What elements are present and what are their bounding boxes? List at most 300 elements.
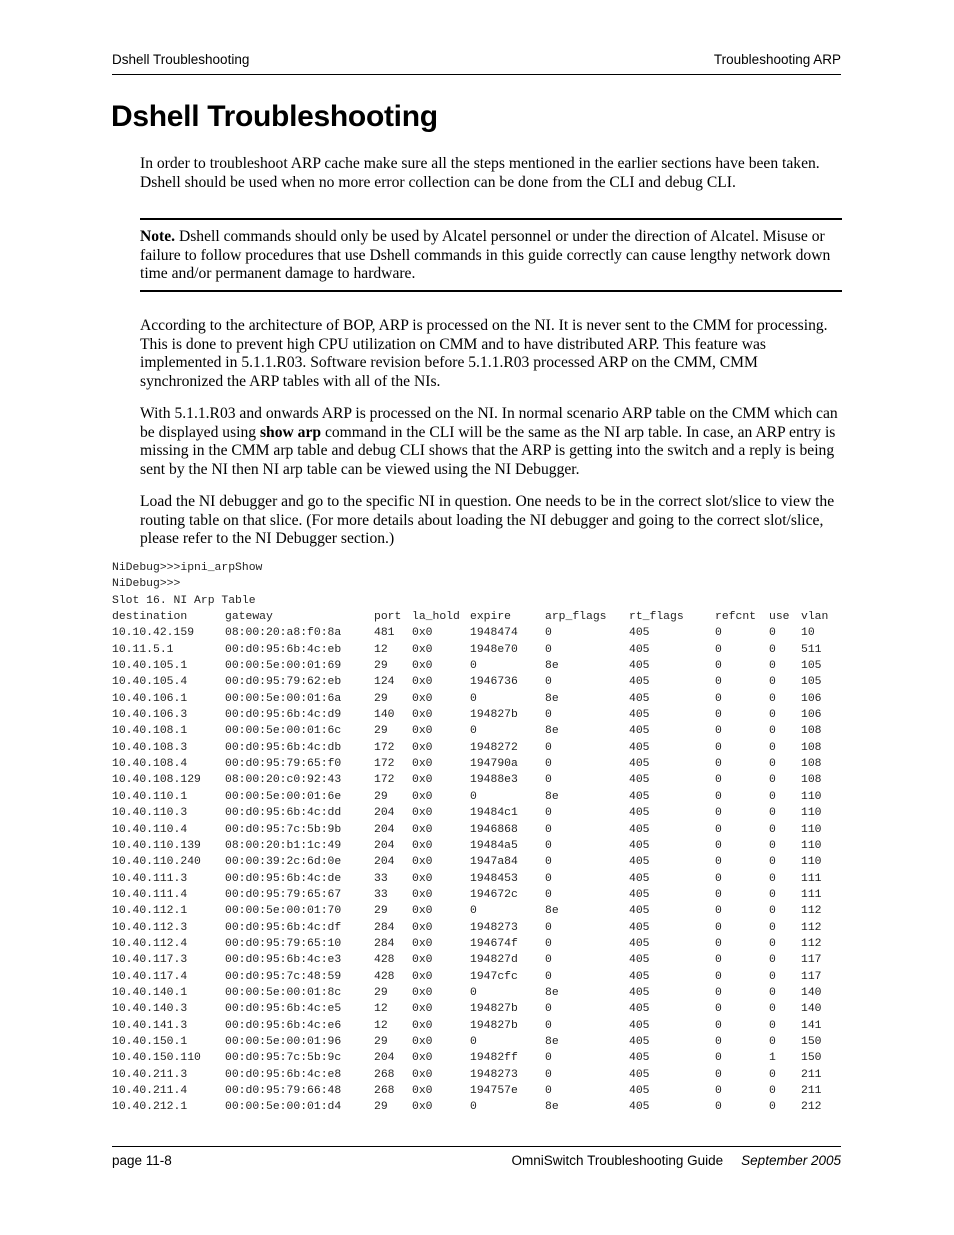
cell-destination: 10.40.111.4 — [112, 888, 188, 901]
cell-use: 0 — [769, 970, 776, 983]
cell-gateway: 00:d0:95:79:62:eb — [225, 676, 342, 689]
table-row — [112, 1099, 841, 1115]
cell-use: 0 — [769, 823, 776, 836]
cell-rt-flags: 405 — [629, 872, 650, 885]
cell-refcnt: 0 — [715, 1052, 722, 1065]
table-row — [112, 887, 841, 903]
cell-expire: 1948273 — [470, 921, 518, 934]
cell-port: 172 — [374, 741, 395, 754]
arp-table-body — [112, 625, 841, 1115]
cell-rt-flags: 405 — [629, 790, 650, 803]
table-row — [112, 871, 841, 887]
table-row — [112, 625, 841, 641]
cell-port: 29 — [374, 790, 388, 803]
cell-arp-flags: 0 — [545, 627, 552, 640]
table-row — [112, 936, 841, 952]
cell-refcnt: 0 — [715, 823, 722, 836]
cell-vlan: 106 — [801, 692, 822, 705]
cell-port: 428 — [374, 970, 395, 983]
cell-expire: 1948453 — [470, 872, 518, 885]
column-header-use: use — [769, 611, 790, 624]
cell-arp-flags: 0 — [545, 709, 552, 722]
cell-gateway: 00:d0:95:79:65:10 — [225, 937, 342, 950]
cell-gateway: 08:00:20:a8:f0:8a — [225, 627, 342, 640]
cell-la-hold: 0x0 — [412, 1019, 433, 1032]
cell-port: 29 — [374, 986, 388, 999]
cell-gateway: 00:d0:95:6b:4c:dd — [225, 807, 342, 820]
cell-destination: 10.40.117.3 — [112, 954, 188, 967]
cell-arp-flags: 8e — [545, 692, 559, 705]
cell-refcnt: 0 — [715, 1068, 722, 1081]
cell-destination: 10.40.110.3 — [112, 807, 188, 820]
cell-rt-flags: 405 — [629, 856, 650, 869]
cell-use: 0 — [769, 1101, 776, 1114]
guide-title: OmniSwitch Troubleshooting Guide — [511, 1153, 724, 1168]
header-section-title: Dshell Troubleshooting — [112, 52, 250, 67]
cell-vlan: 106 — [801, 709, 822, 722]
cell-destination: 10.40.106.3 — [112, 709, 188, 722]
cell-arp-flags: 0 — [545, 856, 552, 869]
cell-expire: 194672c — [470, 888, 518, 901]
cell-arp-flags: 0 — [545, 888, 552, 901]
cell-destination: 10.40.110.1 — [112, 790, 188, 803]
column-header-port: port — [374, 611, 402, 624]
cell-gateway: 00:00:5e:00:01:6c — [225, 725, 342, 738]
cell-port: 172 — [374, 758, 395, 771]
cell-port: 428 — [374, 954, 395, 967]
cell-vlan: 212 — [801, 1101, 822, 1114]
cell-expire: 1947a84 — [470, 856, 518, 869]
cell-vlan: 211 — [801, 1085, 822, 1097]
column-header-vlan: vlan — [801, 611, 829, 624]
table-row — [112, 642, 841, 658]
cell-vlan: 111 — [801, 872, 822, 885]
table-row — [112, 903, 841, 919]
cell-refcnt: 0 — [715, 905, 722, 918]
cell-gateway: 00:d0:95:6b:4c:df — [225, 921, 342, 934]
cell-la-hold: 0x0 — [412, 660, 433, 673]
cell-gateway: 08:00:20:b1:1c:49 — [225, 839, 342, 852]
cell-expire: 1948474 — [470, 627, 518, 640]
cell-rt-flags: 405 — [629, 692, 650, 705]
intro-paragraph: In order to troubleshoot ARP cache make sure all the steps mentioned in the earlier sections have been taken. Dshell should be used when no more error collection can be done from the CLI and debug CLI. — [140, 155, 820, 191]
cell-la-hold: 0x0 — [412, 970, 433, 983]
cell-vlan: 105 — [801, 660, 822, 673]
cell-arp-flags: 8e — [545, 905, 559, 918]
cell-arp-flags: 8e — [545, 725, 559, 738]
cell-port: 268 — [374, 1068, 395, 1081]
cell-destination: 10.40.108.129 — [112, 774, 201, 787]
cell-gateway: 00:00:5e:00:01:96 — [225, 1035, 342, 1048]
cell-gateway: 00:d0:95:7c:5b:9c — [225, 1052, 342, 1065]
cell-rt-flags: 405 — [629, 725, 650, 738]
cell-la-hold: 0x0 — [412, 856, 433, 869]
note-box — [140, 218, 842, 292]
cell-vlan: 211 — [801, 1068, 822, 1081]
cell-refcnt: 0 — [715, 970, 722, 983]
table-row — [112, 707, 841, 723]
cell-refcnt: 0 — [715, 872, 722, 885]
cell-rt-flags: 405 — [629, 627, 650, 640]
cell-use: 0 — [769, 839, 776, 852]
table-row — [112, 691, 841, 707]
cell-refcnt: 0 — [715, 660, 722, 673]
cell-la-hold: 0x0 — [412, 627, 433, 640]
cell-vlan: 110 — [801, 790, 822, 803]
cell-use: 0 — [769, 758, 776, 771]
page-number: page 11-8 — [112, 1153, 172, 1168]
cell-arp-flags: 0 — [545, 758, 552, 771]
cell-rt-flags: 405 — [629, 921, 650, 934]
table-row — [112, 1034, 841, 1050]
cell-rt-flags: 405 — [629, 1068, 650, 1081]
cell-la-hold: 0x0 — [412, 1052, 433, 1065]
cell-gateway: 00:d0:95:7c:5b:9b — [225, 823, 342, 836]
cell-gateway: 00:d0:95:6b:4c:db — [225, 741, 342, 754]
cell-port: 140 — [374, 709, 395, 722]
cell-la-hold: 0x0 — [412, 1003, 433, 1016]
cell-destination: 10.40.112.1 — [112, 905, 188, 918]
cell-use: 0 — [769, 725, 776, 738]
cell-use: 0 — [769, 937, 776, 950]
cell-destination: 10.40.150.110 — [112, 1052, 201, 1065]
running-footer — [112, 1146, 841, 1175]
cell-use: 0 — [769, 1085, 776, 1097]
cell-expire: 1946868 — [470, 823, 518, 836]
running-header — [112, 52, 841, 75]
cell-rt-flags: 405 — [629, 823, 650, 836]
cell-destination: 10.40.112.4 — [112, 937, 188, 950]
cell-expire: 0 — [470, 905, 477, 918]
cell-gateway: 00:d0:95:6b:4c:e8 — [225, 1068, 342, 1081]
cell-refcnt: 0 — [715, 921, 722, 934]
cell-gateway: 00:d0:95:6b:4c:e3 — [225, 954, 342, 967]
cell-gateway: 00:d0:95:6b:4c:e6 — [225, 1019, 342, 1032]
cell-rt-flags: 405 — [629, 660, 650, 673]
code-line: NiDebug>>> — [112, 578, 181, 591]
cell-arp-flags: 8e — [545, 790, 559, 803]
cell-use: 0 — [769, 1068, 776, 1081]
cell-refcnt: 0 — [715, 1035, 722, 1048]
cell-port: 29 — [374, 1101, 388, 1114]
cell-refcnt: 0 — [715, 1003, 722, 1016]
cell-la-hold: 0x0 — [412, 872, 433, 885]
cell-port: 204 — [374, 807, 395, 820]
cell-port: 124 — [374, 676, 395, 689]
cell-expire: 1948273 — [470, 1068, 518, 1081]
cell-expire: 1946736 — [470, 676, 518, 689]
cell-destination: 10.40.110.4 — [112, 823, 188, 836]
column-header-rt-flags: rt_flags — [629, 611, 684, 624]
cell-refcnt: 0 — [715, 741, 722, 754]
cell-la-hold: 0x0 — [412, 986, 433, 999]
cell-use: 0 — [769, 1019, 776, 1032]
architecture-paragraph: According to the architecture of BOP, ARP is processed on the NI. It is never sent to the CMM for processing. This is done to prevent high CPU utilization on CMM and to have distributed ARP. This feature was implemented in 5.1.1.R03. Software revision before 5.1.1.R03 processed ARP on the CMM, CMM synchronized the ARP tables with all of the NIs. — [140, 317, 828, 390]
cell-expire: 0 — [470, 692, 477, 705]
cell-expire: 194757e — [470, 1085, 518, 1097]
cell-la-hold: 0x0 — [412, 954, 433, 967]
cell-la-hold: 0x0 — [412, 692, 433, 705]
cell-expire: 19484a5 — [470, 839, 518, 852]
cell-refcnt: 0 — [715, 790, 722, 803]
cell-refcnt: 0 — [715, 937, 722, 950]
cell-rt-flags: 405 — [629, 954, 650, 967]
cell-use: 0 — [769, 676, 776, 689]
cell-vlan: 108 — [801, 725, 822, 738]
cell-destination: 10.40.141.3 — [112, 1019, 188, 1032]
cell-refcnt: 0 — [715, 888, 722, 901]
table-row — [112, 952, 841, 968]
cell-use: 0 — [769, 709, 776, 722]
cell-arp-flags: 0 — [545, 839, 552, 852]
cell-rt-flags: 405 — [629, 986, 650, 999]
column-header-refcnt: refcnt — [715, 611, 757, 624]
cell-vlan: 511 — [801, 643, 822, 656]
cell-use: 0 — [769, 872, 776, 885]
table-row — [112, 756, 841, 772]
cell-la-hold: 0x0 — [412, 774, 433, 787]
cell-arp-flags: 0 — [545, 954, 552, 967]
cell-gateway: 00:00:5e:00:01:70 — [225, 905, 342, 918]
cell-destination: 10.40.140.1 — [112, 986, 188, 999]
cell-refcnt: 0 — [715, 709, 722, 722]
cell-rt-flags: 405 — [629, 1019, 650, 1032]
note-label: Note. — [140, 228, 176, 245]
cell-expire: 0 — [470, 1035, 477, 1048]
cell-destination: 10.40.105.1 — [112, 660, 188, 673]
cell-expire: 194827b — [470, 709, 518, 722]
cell-arp-flags: 0 — [545, 1003, 552, 1016]
cell-rt-flags: 405 — [629, 970, 650, 983]
cell-refcnt: 0 — [715, 954, 722, 967]
cell-expire: 19488e3 — [470, 774, 518, 787]
cell-use: 1 — [769, 1052, 776, 1065]
cell-port: 12 — [374, 643, 388, 656]
arp-table-header — [112, 609, 841, 625]
cell-refcnt: 0 — [715, 643, 722, 656]
cell-arp-flags: 0 — [545, 1019, 552, 1032]
cell-destination: 10.10.42.159 — [112, 627, 195, 640]
cell-vlan: 110 — [801, 856, 822, 869]
column-header-expire: expire — [470, 611, 512, 624]
cell-arp-flags: 8e — [545, 1035, 559, 1048]
cell-destination: 10.40.108.3 — [112, 741, 188, 754]
cell-vlan: 112 — [801, 937, 822, 950]
cell-rt-flags: 405 — [629, 1003, 650, 1016]
cell-la-hold: 0x0 — [412, 790, 433, 803]
cell-expire: 19482ff — [470, 1052, 518, 1065]
cell-use: 0 — [769, 921, 776, 934]
cell-gateway: 00:d0:95:6b:4c:de — [225, 872, 342, 885]
cell-refcnt: 0 — [715, 758, 722, 771]
cell-refcnt: 0 — [715, 839, 722, 852]
cell-use: 0 — [769, 856, 776, 869]
cell-port: 33 — [374, 888, 388, 901]
cell-vlan: 110 — [801, 807, 822, 820]
code-line: NiDebug>>>ipni_arpShow — [112, 562, 263, 574]
cell-use: 0 — [769, 807, 776, 820]
cell-use: 0 — [769, 986, 776, 999]
cell-vlan: 140 — [801, 1003, 822, 1016]
code-listing — [112, 560, 847, 1116]
code-line: Slot 16. NI Arp Table — [112, 594, 256, 607]
table-row — [112, 805, 841, 821]
cell-arp-flags: 0 — [545, 1085, 552, 1097]
table-row — [112, 674, 841, 690]
cell-arp-flags: 0 — [545, 676, 552, 689]
cell-expire: 0 — [470, 986, 477, 999]
cell-port: 481 — [374, 627, 395, 640]
column-header-destination: destination — [112, 611, 188, 624]
column-header-arp-flags: arp_flags — [545, 611, 607, 624]
footer-guide — [512, 1153, 841, 1168]
cell-destination: 10.40.108.4 — [112, 758, 188, 771]
cell-port: 204 — [374, 1052, 395, 1065]
table-row — [112, 1050, 841, 1066]
table-row — [112, 822, 841, 838]
cell-vlan: 112 — [801, 921, 822, 934]
cell-port: 33 — [374, 872, 388, 885]
table-row — [112, 723, 841, 739]
cell-rt-flags: 405 — [629, 839, 650, 852]
cell-port: 29 — [374, 725, 388, 738]
table-row — [112, 969, 841, 985]
cell-vlan: 150 — [801, 1035, 822, 1048]
cell-gateway: 00:00:5e:00:01:69 — [225, 660, 342, 673]
publication-date: September 2005 — [741, 1153, 841, 1168]
cell-vlan: 117 — [801, 954, 822, 967]
cell-refcnt: 0 — [715, 1101, 722, 1114]
cell-la-hold: 0x0 — [412, 921, 433, 934]
table-row — [112, 1018, 841, 1034]
table-row — [112, 740, 841, 756]
cell-refcnt: 0 — [715, 986, 722, 999]
cell-rt-flags: 405 — [629, 1052, 650, 1065]
cell-vlan: 111 — [801, 888, 822, 901]
cell-arp-flags: 0 — [545, 643, 552, 656]
cell-gateway: 00:00:5e:00:01:d4 — [225, 1101, 342, 1114]
cell-gateway: 00:d0:95:79:65:f0 — [225, 758, 342, 771]
cell-vlan: 117 — [801, 970, 822, 983]
cell-vlan: 140 — [801, 986, 822, 999]
table-row — [112, 854, 841, 870]
cell-refcnt: 0 — [715, 627, 722, 640]
cell-rt-flags: 405 — [629, 709, 650, 722]
cell-arp-flags: 0 — [545, 774, 552, 787]
cell-use: 0 — [769, 692, 776, 705]
note-text: Dshell commands should only be used by Alcatel personnel or under the direction of Alcatel. Misuse or failure to follow procedures that use Dshell commands in this guide correctly can cause lengthy network down time and/or permanent damage to hardware. — [140, 228, 831, 283]
cell-vlan: 150 — [801, 1052, 822, 1065]
cell-arp-flags: 0 — [545, 1052, 552, 1065]
cell-arp-flags: 0 — [545, 921, 552, 934]
cell-use: 0 — [769, 888, 776, 901]
table-row — [112, 838, 841, 854]
cell-gateway: 00:00:39:2c:6d:0e — [225, 856, 342, 869]
cell-la-hold: 0x0 — [412, 937, 433, 950]
cell-destination: 10.40.105.4 — [112, 676, 188, 689]
cell-vlan: 108 — [801, 758, 822, 771]
cell-destination: 10.40.111.3 — [112, 872, 188, 885]
cell-la-hold: 0x0 — [412, 888, 433, 901]
cell-la-hold: 0x0 — [412, 709, 433, 722]
cell-arp-flags: 0 — [545, 741, 552, 754]
cell-arp-flags: 8e — [545, 986, 559, 999]
cell-arp-flags: 8e — [545, 1101, 559, 1114]
cell-arp-flags: 0 — [545, 872, 552, 885]
cell-gateway: 08:00:20:c0:92:43 — [225, 774, 342, 787]
cell-gateway: 00:d0:95:6b:4c:e5 — [225, 1003, 342, 1016]
cell-refcnt: 0 — [715, 807, 722, 820]
cell-vlan: 108 — [801, 741, 822, 754]
cell-destination: 10.40.140.3 — [112, 1003, 188, 1016]
cell-expire: 1948272 — [470, 741, 518, 754]
cell-destination: 10.40.212.1 — [112, 1101, 188, 1114]
cell-refcnt: 0 — [715, 1085, 722, 1097]
cell-expire: 194827b — [470, 1003, 518, 1016]
cell-la-hold: 0x0 — [412, 1085, 433, 1097]
cell-refcnt: 0 — [715, 856, 722, 869]
cell-destination: 10.40.106.1 — [112, 692, 188, 705]
cell-vlan: 110 — [801, 839, 822, 852]
cell-rt-flags: 405 — [629, 1085, 650, 1097]
cell-refcnt: 0 — [715, 692, 722, 705]
cell-expire: 0 — [470, 725, 477, 738]
cell-gateway: 00:d0:95:79:65:67 — [225, 888, 342, 901]
load-debugger-paragraph: Load the NI debugger and go to the specific NI in question. One needs to be in the correct slot/slice to view the routing table on that slice. (For more details about loading the NI debugger and going to the correct slot/slice, please refer to the NI Debugger section.) — [140, 493, 835, 548]
cell-use: 0 — [769, 954, 776, 967]
column-header-la-hold: la_hold — [412, 611, 460, 624]
column-header-gateway: gateway — [225, 611, 273, 624]
arp-table — [112, 609, 841, 1116]
cell-port: 204 — [374, 823, 395, 836]
cell-expire: 19484c1 — [470, 807, 518, 820]
cell-expire: 0 — [470, 790, 477, 803]
cell-destination: 10.40.110.139 — [112, 839, 201, 852]
table-row — [112, 1083, 841, 1099]
cell-gateway: 00:00:5e:00:01:6e — [225, 790, 342, 803]
cell-arp-flags: 0 — [545, 1068, 552, 1081]
cell-rt-flags: 405 — [629, 676, 650, 689]
cell-vlan: 105 — [801, 676, 822, 689]
cell-rt-flags: 405 — [629, 807, 650, 820]
cell-la-hold: 0x0 — [412, 643, 433, 656]
cell-vlan: 10 — [801, 627, 815, 640]
cell-port: 172 — [374, 774, 395, 787]
cell-expire: 0 — [470, 1101, 477, 1114]
cell-port: 284 — [374, 937, 395, 950]
cell-rt-flags: 405 — [629, 774, 650, 787]
page-title: Dshell Troubleshooting — [111, 100, 438, 133]
table-row — [112, 985, 841, 1001]
cell-vlan: 112 — [801, 905, 822, 918]
cell-port: 284 — [374, 921, 395, 934]
cell-use: 0 — [769, 1003, 776, 1016]
table-row — [112, 789, 841, 805]
cell-destination: 10.11.5.1 — [112, 643, 174, 656]
cell-refcnt: 0 — [715, 774, 722, 787]
cell-gateway: 00:00:5e:00:01:8c — [225, 986, 342, 999]
cell-destination: 10.40.211.4 — [112, 1085, 188, 1097]
cell-use: 0 — [769, 905, 776, 918]
cell-arp-flags: 0 — [545, 823, 552, 836]
cell-port: 204 — [374, 856, 395, 869]
cell-rt-flags: 405 — [629, 888, 650, 901]
cell-la-hold: 0x0 — [412, 758, 433, 771]
cell-destination: 10.40.117.4 — [112, 970, 188, 983]
cell-expire: 194827d — [470, 954, 518, 967]
cell-destination: 10.40.150.1 — [112, 1035, 188, 1048]
cell-gateway: 00:d0:95:6b:4c:eb — [225, 643, 342, 656]
